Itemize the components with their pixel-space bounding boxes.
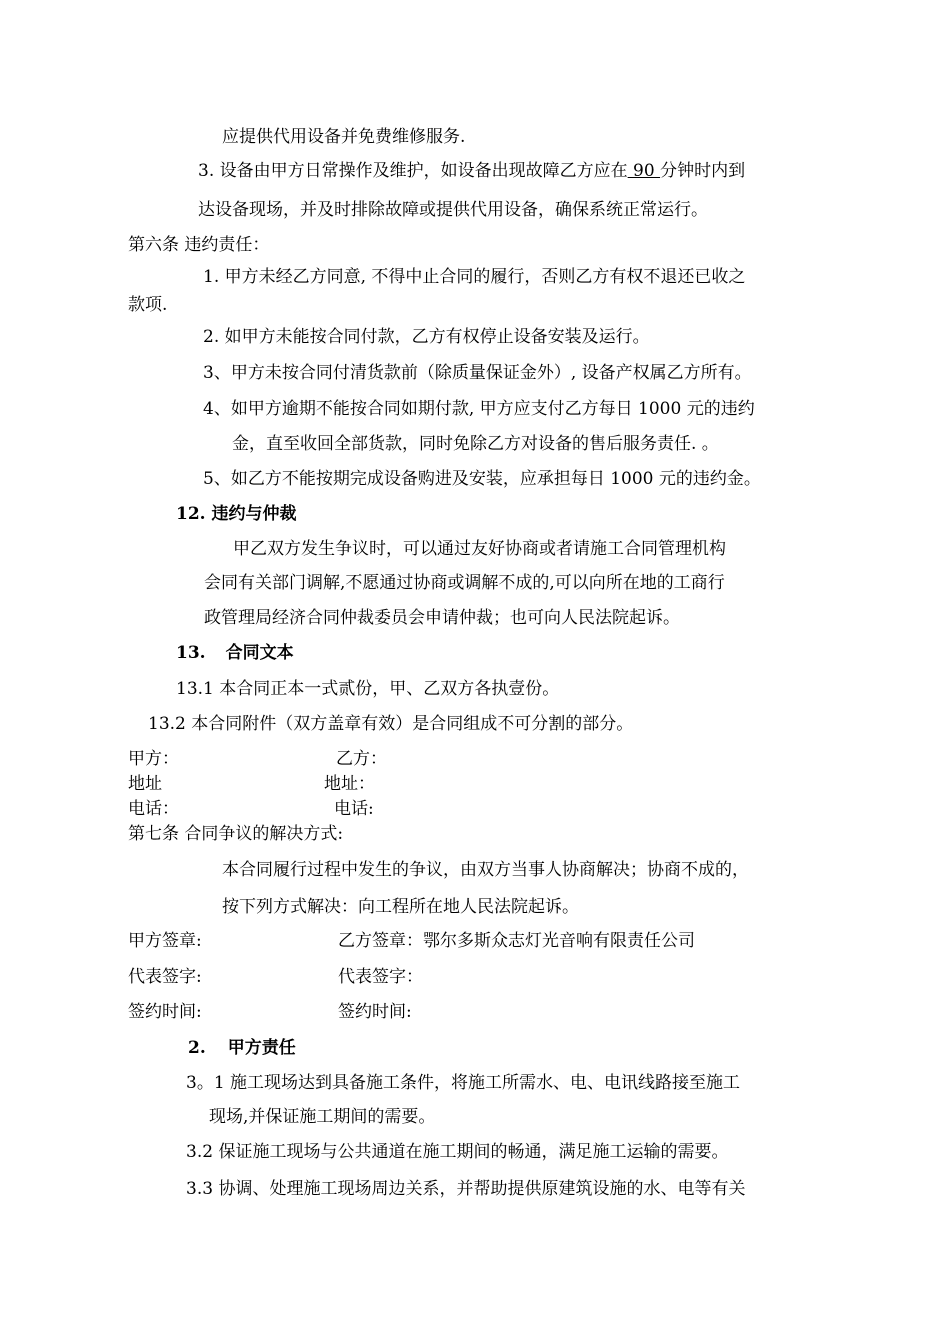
party-a-rep-label: 代表签字: (128, 967, 202, 987)
text-line: 1. 甲方未经乙方同意, 不得中止合同的履行，否则乙方有权不退还已收之 (203, 267, 746, 287)
text-line: 达设备现场，并及时排除故障或提供代用设备，确保系统正常运行。 (198, 200, 708, 220)
text-line: 现场,并保证施工期间的需要。 (209, 1107, 436, 1127)
text-line: 3.2 保证施工现场与公共通道在施工期间的畅通，满足施工运输的需要。 (186, 1142, 729, 1162)
text-line: 5、如乙方不能按期完成设备购进及安装，应承担每日 1000 元的违约金。 (203, 469, 761, 489)
phone-a-label: 电话： (128, 799, 179, 819)
text-line: 金，直至收回全部货款，同时免除乙方对设备的售后服务责任. 。 (232, 434, 719, 454)
text-line: 甲乙双方发生争议时，可以通过友好协商或者请施工合同管理机构 (233, 539, 726, 559)
text-line: 会同有关部门调解,不愿通过协商或调解不成的,可以向所在地的工商行 (204, 573, 725, 593)
party-b-rep-label: 代表签字： (338, 967, 423, 987)
text-line: 政管理局经济合同仲裁委员会申请仲裁；也可向人民法院起诉。 (204, 608, 680, 628)
party-a-date-label: 签约时间: (128, 1002, 202, 1022)
section-title: 合同文本 (225, 643, 294, 663)
party-a-seal-label: 甲方签章: (128, 931, 202, 951)
party-b-label: 乙方： (336, 749, 387, 769)
address-b-label: 地址： (324, 774, 375, 794)
section-number: 13. (176, 643, 206, 663)
text-line: 2. 如甲方未能按合同付款，乙方有权停止设备安装及运行。 (203, 327, 650, 347)
article-6-heading: 第六条 违约责任： (128, 235, 270, 255)
text-line: 3。1 施工现场达到具备施工条件，将施工所需水、电、电讯线路接至施工 (186, 1073, 741, 1093)
text-segment: 分钟时内到 (660, 161, 746, 181)
address-a-label: 地址 (128, 774, 162, 794)
party-b-seal-label: 乙方签章：鄂尔多斯众志灯光音响有限责任公司 (338, 931, 695, 951)
text-line: 13.1 本合同正本一式贰份，甲、乙双方各执壹份。 (176, 679, 560, 699)
text-line: 3.3 协调、处理施工现场周边关系，并帮助提供原建筑设施的水、电等有关 (186, 1179, 746, 1199)
text-line: 款项. (128, 295, 168, 315)
text-line: 应提供代用设备并免费维修服务. (222, 127, 466, 147)
text-line: 本合同履行过程中发生的争议，由双方当事人协商解决；协商不成的， (222, 860, 749, 880)
text-line: 13.2 本合同附件（双方盖章有效）是合同组成不可分割的部分。 (148, 714, 634, 734)
section-13-heading (176, 642, 294, 664)
article-7-heading: 第七条 合同争议的解决方式: (128, 824, 344, 844)
clause-3-line (198, 160, 745, 182)
party-a-label: 甲方： (128, 749, 179, 769)
party-b-date-label: 签约时间: (338, 1002, 412, 1022)
section-12-heading: 12. 违约与仲裁 (176, 504, 297, 524)
text-line: 4、如甲方逾期不能按合同如期付款, 甲方应支付乙方每日 1000 元的违约 (203, 399, 755, 419)
text-segment: 3. 设备由甲方日常操作及维护，如设备出现故障乙方应在 (198, 161, 628, 181)
text-line: 3、甲方未按合同付清货款前（除质量保证金外）, 设备产权属乙方所有。 (203, 363, 752, 383)
section-2-heading (188, 1037, 296, 1059)
response-minutes: 90 (627, 161, 661, 181)
section-title: 甲方责任 (227, 1038, 296, 1058)
text-line: 按下列方式解决：向工程所在地人民法院起诉。 (222, 897, 579, 917)
section-number: 2. (188, 1038, 206, 1058)
phone-b-label: 电话: (334, 799, 374, 819)
